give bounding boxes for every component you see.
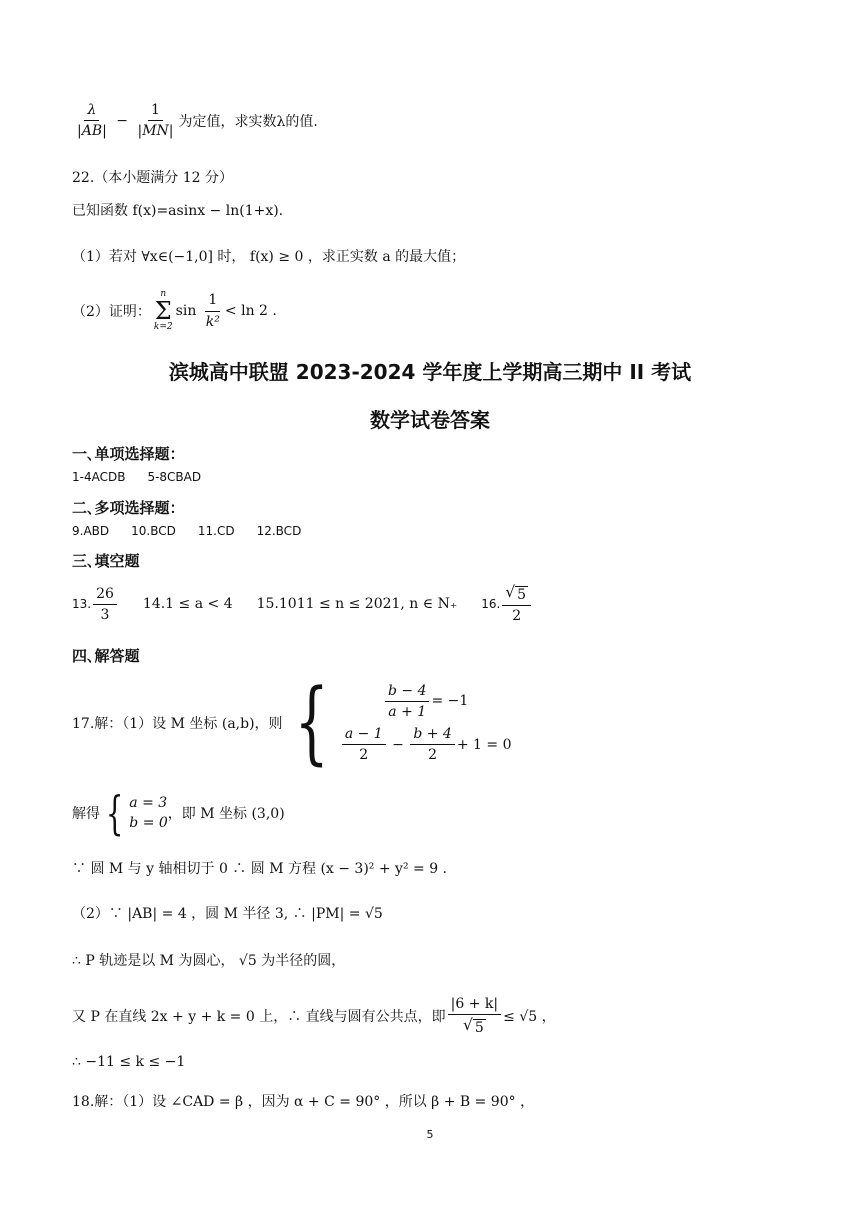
section3-answers: 13. $\frac{26}{3}$ 14.1 ≤ a < 4 15.1011 ≤ n ≤ 2021, n ∈ N₊ 16. √ 5 2	[72, 584, 533, 624]
q17-solve: 解得 { a = 3 b = 0 ，即 M 坐标 (3,0)	[72, 786, 285, 840]
answer14: 14.1 ≤ a < 4	[142, 596, 233, 613]
q18-line1: 18.解：（1）设 ∠CAD = β ，因为 α + C = 90° ，所以 β + B = 90° ，	[72, 1094, 535, 1110]
answer13-fraction: $\frac{26}{3}$	[93, 586, 117, 623]
q22-part2: （2）证明： n Σ k=2 sin $\frac{1}{\text{k²}}$ < ln 2 .	[72, 289, 277, 332]
q21-tail: $\frac{\lambda}{|AB|}$ − $\frac{1}{|MN|}$ 为定值，求实数λ的值.	[72, 102, 318, 139]
answer-title-line2: 数学试卷答案	[370, 408, 490, 432]
q17-line-condition: 又 P 在直线 2x + y + k = 0 上，∴ 直线与圆有公共点，即 |6 + k| √ 5 ≤ √5 ，	[72, 996, 556, 1037]
answer15: 15.1011 ≤ n ≤ 2021, n ∈ N₊	[256, 596, 458, 613]
section2-answers: 9.ABD 10.BCD 11.CD 12.BCD	[72, 524, 302, 538]
fraction-one-k-squared: $\frac{1}{\text{k²}}$	[205, 292, 220, 330]
q17-locus: ∴ P 轨迹是以 M 为圆心， √5 为半径的圆，	[72, 953, 346, 969]
section2-heading: 二､多项选择题：	[72, 499, 185, 517]
fraction-lambda-ab: $\frac{\lambda}{|AB|}$	[77, 102, 107, 140]
fraction-one-mn: $\frac{1}{|MN|}$	[137, 102, 174, 140]
page-number: 5	[426, 1128, 434, 1141]
section3-heading: 三､填空题	[72, 552, 140, 570]
sigma-sum: n Σ k=2	[153, 289, 173, 332]
section1-heading: 一､单项选择题：	[72, 445, 185, 463]
q17-range: ∴ −11 ≤ k ≤ −1	[72, 1054, 186, 1070]
q17-part2: （2）∵ |AB| = 4 ，圆 M 半径 3, ∴ |PM| = √5	[72, 906, 383, 922]
section4-heading: 四､解答题	[72, 647, 140, 665]
q22-given: 已知函数 f(x)=asinx − ln(1+x).	[72, 203, 284, 219]
section1-answers: 1-4ACDB 5-8CBAD	[72, 470, 202, 484]
q22-part1: （1）若对 ∀x∈(−1,0] 时， f(x) ≥ 0 ，求正实数 a 的最大值；	[72, 249, 466, 265]
distance-fraction: |6 + k| √ 5	[448, 996, 501, 1036]
answer16-fraction: √ 5 2	[502, 584, 531, 624]
answer-title-line1: 滨城高中联盟 2023-2024 学年度上学期高三期中 II 考试	[168, 360, 692, 384]
q22-heading: 22.（本小题满分 12 分）	[72, 170, 233, 186]
q17-circle: ∵ 圆 M 与 y 轴相切于 0 ∴ 圆 M 方程 (x − 3)² + y² = 9 .	[72, 861, 447, 877]
q21-tail-text: 为定值，求实数λ的值.	[178, 113, 318, 130]
q17-system: { $\frac{b - 4}{a + 1}$ = −1 $\frac{a - 1}{2}$ − $\frac{b + 4}{2}$ + 1 = 0	[294, 670, 512, 775]
q17-intro: 17.解：（1）设 M 坐标 (a,b)，则 { $\frac{b - 4}{a + 1}$ = −1 $\frac{a - 1}{2}$ − $\frac{b + 4}{2}$ + 1 = 0	[72, 670, 512, 775]
